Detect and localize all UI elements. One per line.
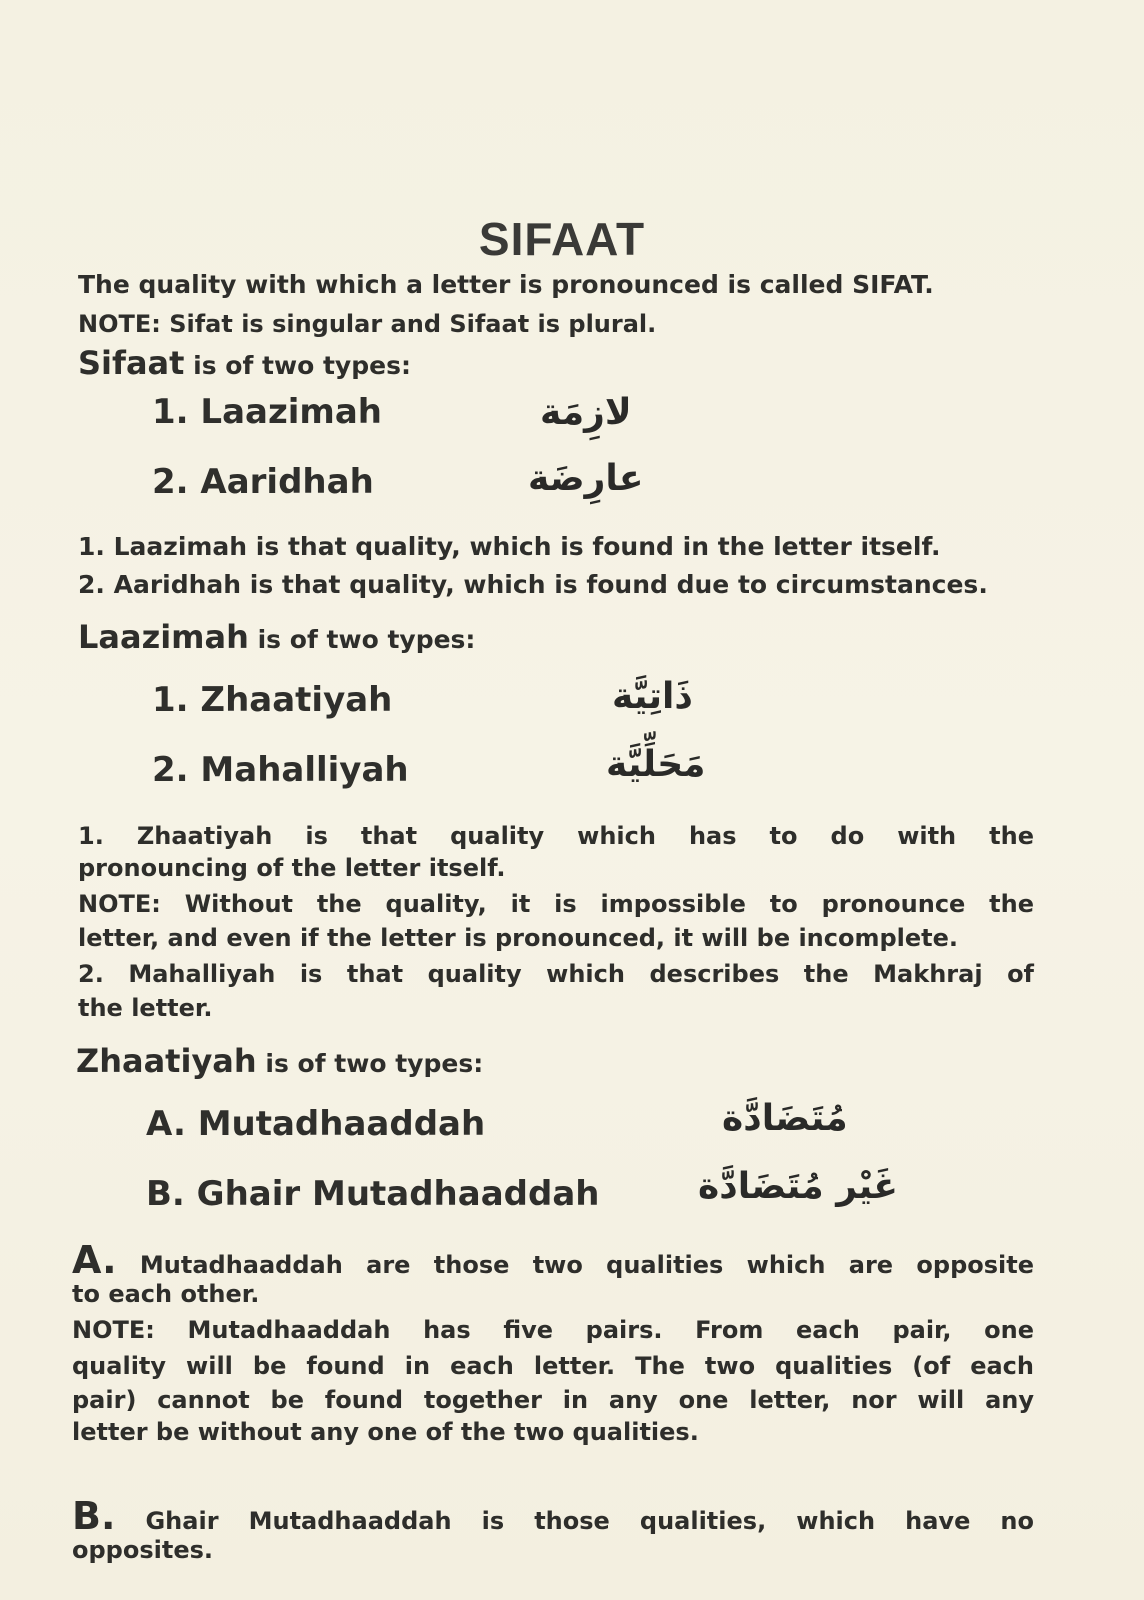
mahalliyah-def-line-2: the letter. <box>78 994 213 1022</box>
type-item-aaridhah: 2. Aaridhah <box>152 462 374 502</box>
arabic-zhaatiyah: ذَاتِيَّة <box>612 676 693 717</box>
section-a-note-line-1: NOTE: Mutadhaaddah has five pairs. From each pair, one <box>72 1316 1034 1344</box>
zhaatiyah-note-line-2: letter, and even if the letter is pronounced, it will be incomplete. <box>78 924 959 952</box>
arabic-aaridhah: عارِضَة <box>528 458 644 499</box>
section-b-line-1 <box>72 1494 1034 1538</box>
note-text: Sifat is singular and Sifaat is plural. <box>169 310 657 338</box>
section-a-line-2: to each other. <box>72 1280 260 1308</box>
section-a-note-line-2: quality will be found in each letter. The two qualities (of each <box>72 1352 1034 1380</box>
heading-term: Sifaat <box>78 344 185 382</box>
arabic-ghair-mutadhaaddah: غَيْر مُتَضَادَّة <box>698 1166 898 1207</box>
section-a-letter: A. <box>72 1238 117 1282</box>
note-line <box>78 310 656 338</box>
type-item-laazimah: 1. Laazimah <box>152 392 382 432</box>
heading-term: Zhaatiyah <box>76 1042 257 1080</box>
section-b-letter: B. <box>72 1494 116 1538</box>
type-item-zhaatiyah: 1. Zhaatiyah <box>152 680 393 720</box>
section-a-line-1 <box>72 1238 1034 1282</box>
zhaatiyah-def-line-2: pronouncing of the letter itself. <box>78 854 506 882</box>
arabic-mahalliyah: مَحَلِّيَّة <box>606 744 706 785</box>
laazimah-definition: 1. Laazimah is that quality, which is found in the letter itself. <box>78 532 941 561</box>
aaridhah-definition: 2. Aaridhah is that quality, which is found due to circumstances. <box>78 570 988 599</box>
zhaatiyah-types-heading <box>76 1042 483 1080</box>
page-title: SIFAAT <box>478 213 646 265</box>
section-a-text: Mutadhaaddah are those two qualities which are opposite <box>139 1251 1034 1279</box>
laazimah-types-heading <box>78 618 475 656</box>
type-item-ghair-mutadhaaddah: B. Ghair Mutadhaaddah <box>146 1174 600 1214</box>
type-item-mutadhaaddah: A. Mutadhaaddah <box>146 1104 486 1144</box>
arabic-laazimah: لازِمَة <box>540 392 632 433</box>
section-a-note-line-4: letter be without any one of the two qualities. <box>72 1418 699 1446</box>
section-b-line-2: opposites. <box>72 1536 213 1564</box>
definition-line: The quality with which a letter is pronounced is called SIFAT. <box>78 270 934 299</box>
arabic-mutadhaaddah: مُتَضَادَّة <box>722 1098 848 1139</box>
section-b-text: Ghair Mutadhaaddah is those qualities, which have no <box>145 1507 1034 1535</box>
mahalliyah-def-line-1: 2. Mahalliyah is that quality which describes the Makhraj of <box>78 960 1034 988</box>
zhaatiyah-def-line-1: 1. Zhaatiyah is that quality which has to do with the <box>78 822 1034 850</box>
sifaat-types-heading <box>78 344 411 382</box>
type-item-mahalliyah: 2. Mahalliyah <box>152 750 409 790</box>
heading-term: Laazimah <box>78 618 249 656</box>
heading-rest: is of two types: <box>265 1049 484 1078</box>
heading-rest: is of two types: <box>193 351 411 380</box>
section-a-note-line-3: pair) cannot be found together in any one letter, nor will any <box>72 1386 1034 1414</box>
zhaatiyah-note-line-1: NOTE: Without the quality, it is impossible to pronounce the <box>78 890 1034 918</box>
note-label: NOTE: <box>78 310 161 338</box>
heading-rest: is of two types: <box>257 625 476 654</box>
